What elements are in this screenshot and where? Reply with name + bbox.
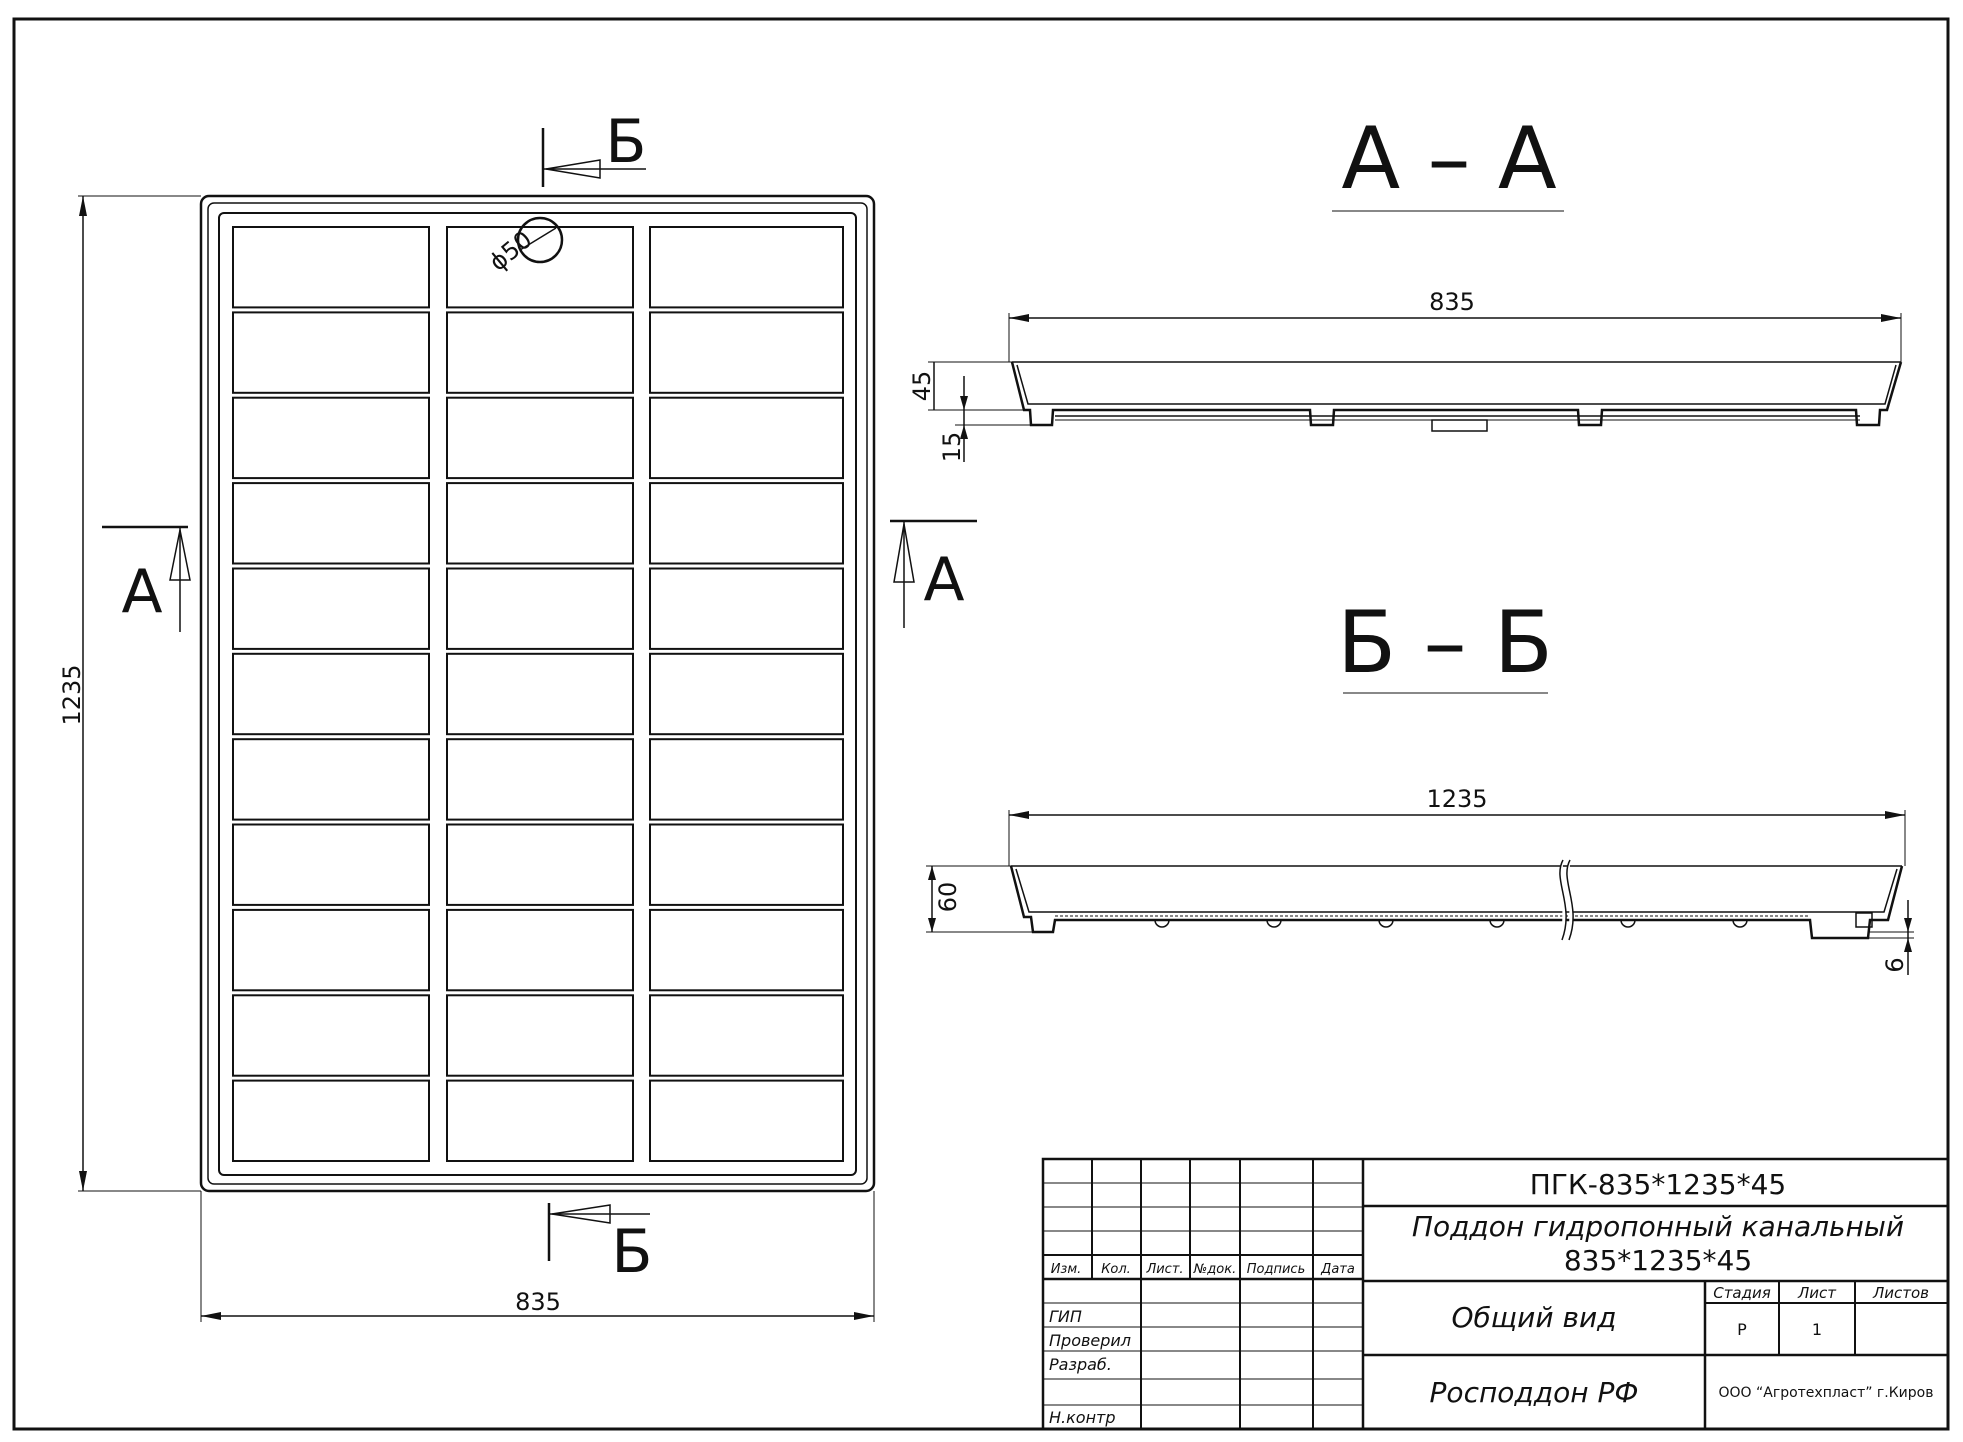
section-aa-title: А – А <box>1341 109 1557 209</box>
section-bb-title: Б – Б <box>1337 593 1553 693</box>
channel-cell <box>447 739 633 819</box>
plan-view <box>58 107 977 1322</box>
channel-cell <box>447 654 633 734</box>
bb-foot-arrow-top <box>1904 918 1912 932</box>
drawing-designation: ПГК-835*1235*45 <box>1529 1168 1787 1201</box>
channel-cell <box>233 739 429 819</box>
aa-height-dim: 45 <box>908 370 936 402</box>
width-arrow-right <box>854 1312 874 1320</box>
channel-cell <box>447 483 633 563</box>
sheet-header: Лист <box>1797 1284 1837 1302</box>
channel-cell <box>447 995 633 1075</box>
title-block <box>1043 1159 1948 1429</box>
channel-cell <box>447 398 633 478</box>
col-header-date: Дата <box>1321 1262 1355 1277</box>
channel-cell <box>447 1081 633 1161</box>
aa-foot-dim: 15 <box>938 431 966 463</box>
cut-b-bottom-label: Б <box>611 1217 653 1287</box>
channel-cell <box>650 739 843 819</box>
bb-height-dim: 60 <box>934 881 962 913</box>
channel-cell <box>650 312 843 392</box>
channel-cell <box>447 227 633 307</box>
channel-cell <box>233 569 429 649</box>
bb-arrow-right <box>1885 811 1905 819</box>
sheet-value: 1 <box>1811 1320 1823 1339</box>
channel-cell <box>233 227 429 307</box>
stage-header: Стадия <box>1713 1284 1771 1302</box>
channel-cell <box>650 569 843 649</box>
drain-hole-label: ϕ50 <box>483 225 538 277</box>
channel-cell <box>650 1081 843 1161</box>
section-bb <box>926 593 1914 975</box>
bb-arrow-left <box>1009 811 1029 819</box>
height-arrow-bottom <box>79 1171 87 1191</box>
height-arrow-top <box>79 196 87 216</box>
company-name: Росподдон РФ <box>1429 1376 1639 1409</box>
role-norm-control: Н.контр <box>1049 1408 1116 1427</box>
role-gip: ГИП <box>1049 1307 1082 1326</box>
cut-b-top-label: Б <box>605 107 647 177</box>
channel-cell <box>650 825 843 905</box>
channel-cell <box>233 1081 429 1161</box>
channel-cell <box>447 569 633 649</box>
aa-foot-arrow-top <box>960 396 968 410</box>
channel-cell <box>233 654 429 734</box>
bb-width-dim: 1235 <box>1426 785 1488 813</box>
aa-arrow-left <box>1009 314 1029 322</box>
col-header-list: Лист. <box>1146 1262 1184 1277</box>
channel-cell <box>233 312 429 392</box>
bb-break-line <box>1560 860 1573 940</box>
col-header-sign: Подпись <box>1246 1262 1306 1277</box>
role-developed: Разраб. <box>1049 1355 1112 1374</box>
organization: ООО “Агротехпласт” г.Киров <box>1718 1385 1934 1401</box>
bb-foot-dim: 6 <box>1881 957 1909 973</box>
drawing-name-line2: 835*1235*45 <box>1563 1244 1753 1277</box>
channel-cell <box>650 910 843 990</box>
plan-height-dim: 1235 <box>58 664 86 726</box>
tray-inner-edge <box>219 213 856 1175</box>
channel-cell <box>233 483 429 563</box>
cut-a-left-label: А <box>121 557 163 627</box>
tray-rim <box>208 203 867 1184</box>
channel-cell <box>650 995 843 1075</box>
channel-cell <box>447 910 633 990</box>
channel-cell <box>650 483 843 563</box>
aa-arrow-right <box>1881 314 1901 322</box>
channel-cell <box>233 825 429 905</box>
stage-value: Р <box>1737 1320 1747 1339</box>
col-header-izm: Изм. <box>1050 1262 1082 1277</box>
channel-cell <box>447 825 633 905</box>
bb-profile-inner <box>1011 866 1902 912</box>
drawing-name-line1: Поддон гидропонный канальный <box>1411 1210 1905 1243</box>
channel-cell <box>650 227 843 307</box>
channel-cell <box>233 910 429 990</box>
drawing-view: Общий вид <box>1451 1301 1617 1334</box>
width-arrow-left <box>201 1312 221 1320</box>
sheets-header: Листов <box>1872 1284 1930 1302</box>
aa-profile-inner <box>1012 362 1901 404</box>
bb-h-arrow-top <box>928 866 936 880</box>
channel-cell <box>233 398 429 478</box>
bb-profile-outer <box>1011 866 1902 938</box>
channel-cell <box>650 398 843 478</box>
plan-width-dim: 835 <box>515 1288 561 1316</box>
bb-h-arrow-bottom <box>928 918 936 932</box>
aa-drain-fitting <box>1432 420 1487 431</box>
tray-outer-edge <box>201 196 874 1191</box>
col-header-doc: №док. <box>1193 1262 1237 1277</box>
col-header-kol: Кол. <box>1101 1262 1131 1277</box>
channel-cell <box>233 995 429 1075</box>
section-aa <box>908 109 1901 462</box>
aa-width-dim: 835 <box>1429 288 1475 316</box>
channel-cell <box>447 312 633 392</box>
channel-grid <box>233 227 843 1161</box>
channel-cell <box>650 654 843 734</box>
bb-foot-arrow-bottom <box>1904 938 1912 952</box>
revision-grid <box>1043 1159 1363 1429</box>
cut-a-right-label: А <box>923 545 965 615</box>
role-checked: Проверил <box>1049 1331 1132 1350</box>
